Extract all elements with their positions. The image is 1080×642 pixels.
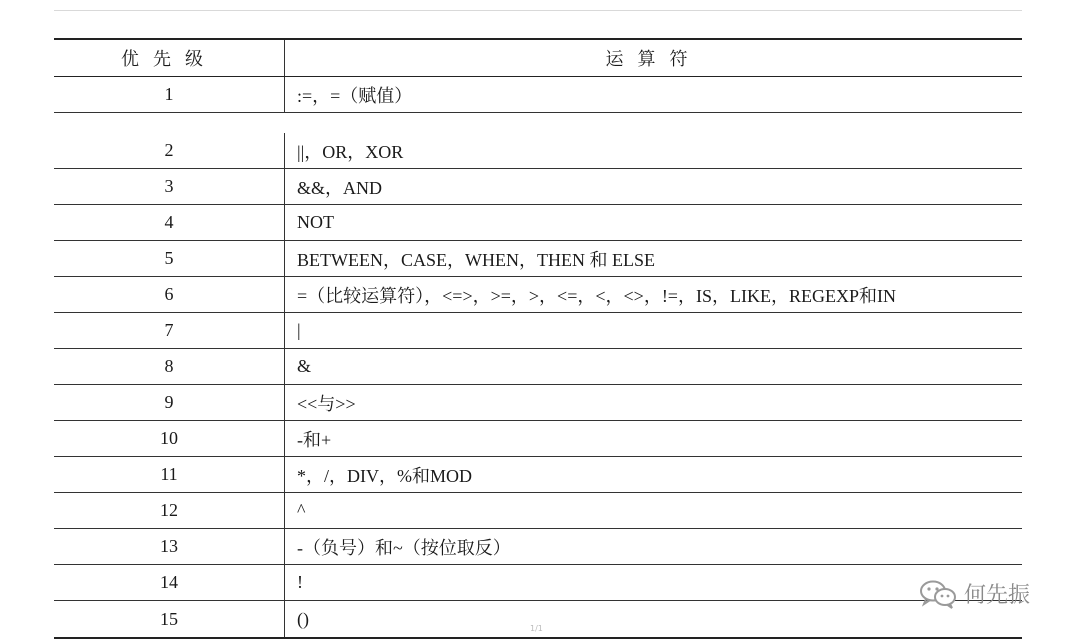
- top-divider: [54, 10, 1022, 11]
- operator-cell: -（负号）和~（按位取反）: [297, 537, 511, 558]
- operator-cell: -和+: [297, 429, 332, 450]
- operator-cell: ^: [297, 500, 306, 520]
- operator-cell: &&，AND: [297, 177, 382, 198]
- table-row: [54, 457, 1022, 493]
- priority-cell: 7: [54, 313, 285, 348]
- wechat-icon: [918, 579, 958, 609]
- table-row: [54, 529, 1022, 565]
- operator-cell: :=，=（赋值）: [297, 85, 413, 106]
- operator-cell: <<与>>: [297, 393, 356, 414]
- table-header-row: [54, 40, 1022, 77]
- table-row: [54, 77, 1022, 113]
- table-gap: [54, 113, 1022, 133]
- operator-cell: BETWEEN，CASE，WHEN，THEN 和 ELSE: [297, 249, 655, 270]
- operator-precedence-table: [54, 38, 1022, 639]
- priority-cell: 6: [54, 277, 285, 312]
- table-row: [54, 385, 1022, 421]
- priority-cell: 13: [54, 529, 285, 564]
- page-number: 1/1: [530, 624, 543, 633]
- watermark: [918, 578, 1030, 609]
- priority-cell: 14: [54, 565, 285, 600]
- table-row: [54, 565, 1022, 601]
- watermark-text: 何先振: [964, 583, 1031, 608]
- header-priority: 优先级: [54, 40, 285, 76]
- operator-cell: =（比较运算符），<=>，>=，>，<=，<，<>，!=，IS，LIKE，REGEXP和IN: [297, 285, 896, 306]
- priority-cell: 3: [54, 169, 285, 204]
- table-row: [54, 277, 1022, 313]
- header-operator: 运算符: [605, 49, 702, 70]
- operator-cell: |: [297, 320, 301, 340]
- priority-cell: 5: [54, 241, 285, 276]
- priority-cell: 10: [54, 421, 285, 456]
- operator-cell: ||，OR，XOR: [297, 141, 404, 162]
- table-row: [54, 493, 1022, 529]
- priority-cell: 4: [54, 205, 285, 240]
- priority-cell: 9: [54, 385, 285, 420]
- operator-cell: !: [297, 572, 303, 592]
- table-row: [54, 313, 1022, 349]
- table-row: [54, 133, 1022, 169]
- operator-cell: NOT: [297, 212, 334, 232]
- priority-cell: 11: [54, 457, 285, 492]
- priority-cell: 15: [54, 601, 285, 637]
- priority-cell: 1: [54, 77, 285, 112]
- operator-cell: &: [297, 356, 312, 376]
- table-row: [54, 241, 1022, 277]
- operator-cell: *，/，DIV，%和MOD: [297, 465, 472, 486]
- table-row: [54, 169, 1022, 205]
- priority-cell: 12: [54, 493, 285, 528]
- table-row: [54, 205, 1022, 241]
- table-row: [54, 349, 1022, 385]
- priority-cell: 2: [54, 133, 285, 168]
- operator-cell: (): [297, 608, 309, 629]
- priority-cell: 8: [54, 349, 285, 384]
- table-row: [54, 421, 1022, 457]
